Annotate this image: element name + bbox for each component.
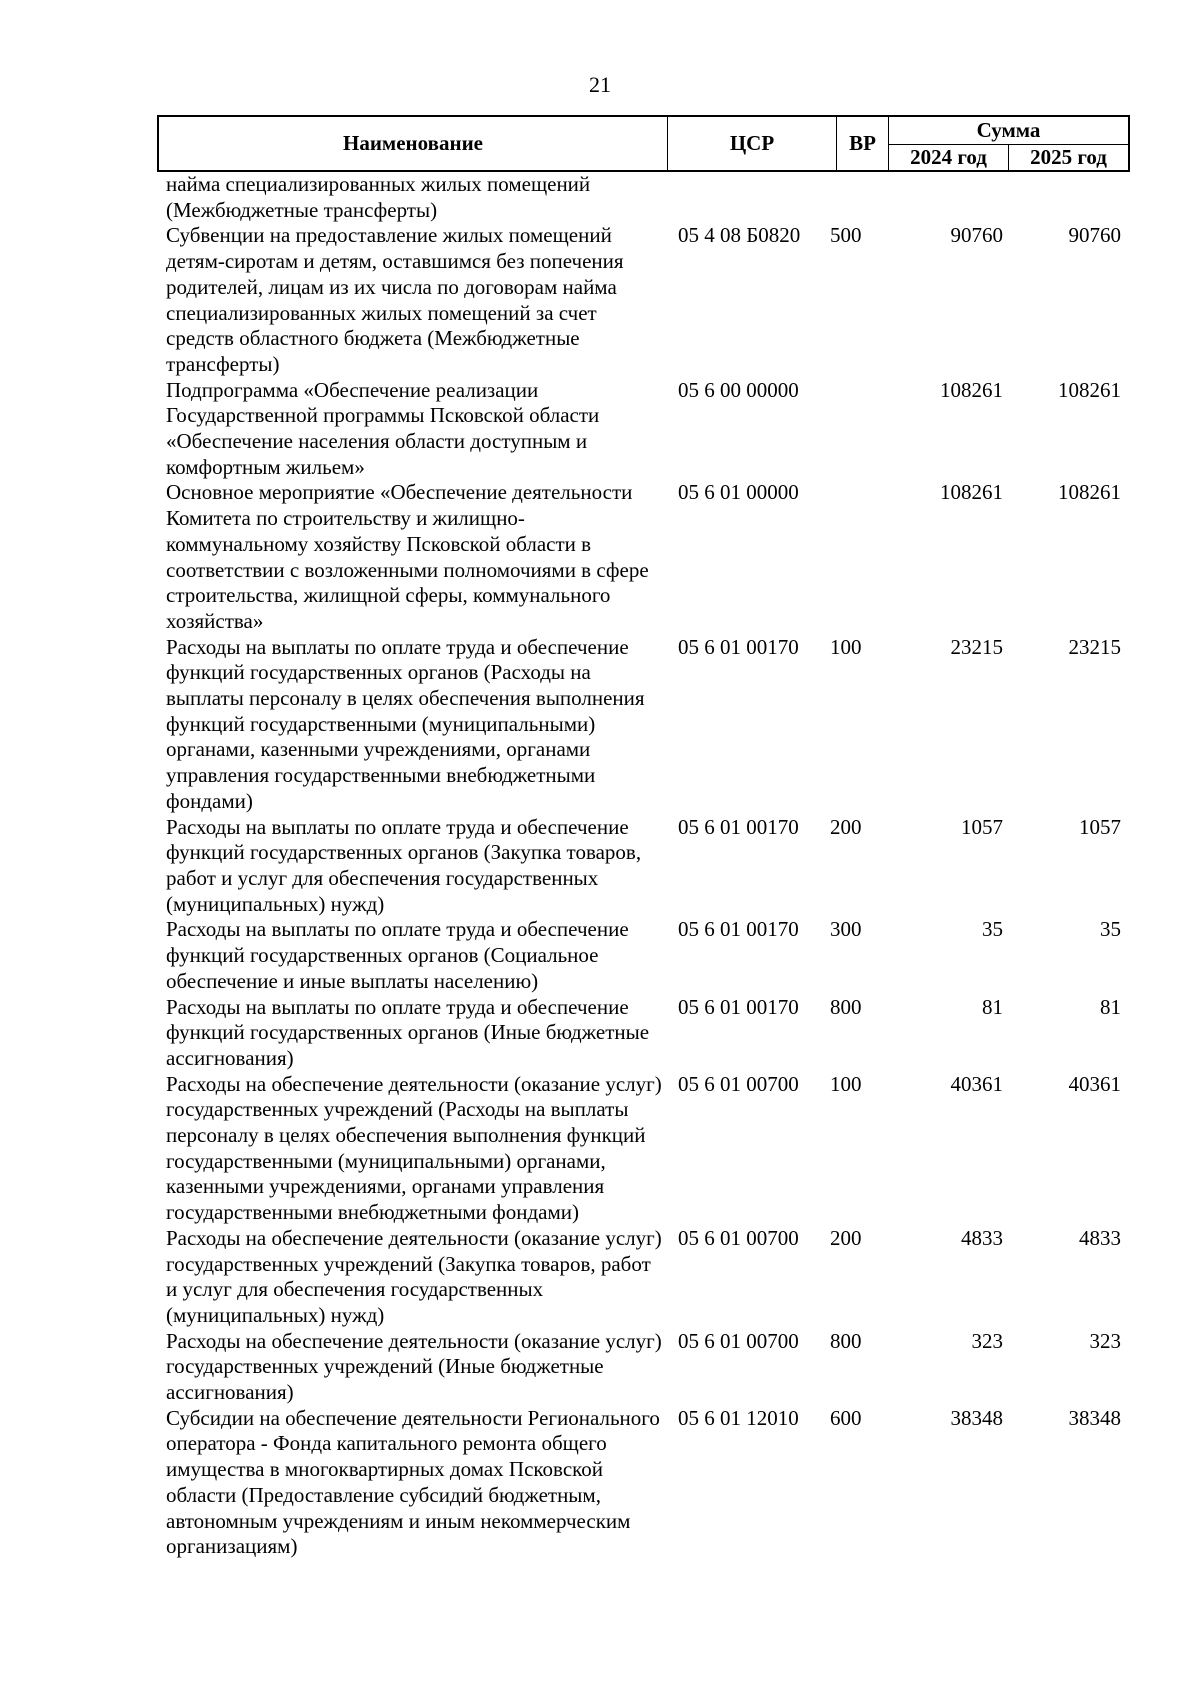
row-2025: 4833: [1079, 1225, 1121, 1250]
row-vr: 100: [830, 634, 862, 659]
row-2024: 108261: [940, 480, 1003, 505]
row-name: Расходы на обеспечение деятельности (оказание услуг) государственных учреждений (Закупка товаров, работ и услуг для обеспечения государственных (муниципальных) нужд): [166, 1225, 662, 1327]
row-2024: 40361: [950, 1071, 1003, 1096]
row-2025: 323: [1089, 1328, 1121, 1353]
row-2025: [1003, 172, 1121, 223]
row-2025: 40361: [1068, 1071, 1121, 1096]
row-vr: [820, 378, 880, 481]
header-vr: ВР: [837, 117, 889, 170]
row-vr: 800: [830, 1328, 862, 1353]
header-name: Наименование: [159, 117, 668, 170]
row-csr: 05 6 00 00000: [678, 377, 799, 402]
header-sum-group: [889, 117, 1128, 170]
table-row: [157, 1072, 1130, 1226]
row-csr: 05 6 01 00000: [678, 480, 799, 505]
table-row: [157, 223, 1130, 377]
row-vr: 200: [830, 1225, 862, 1250]
table-row: [157, 378, 1130, 481]
row-name: Основное мероприятие «Обеспечение деятельности Комитета по строительству и жилищно-коммунальному хозяйству Псковской области в соответствии с возложенными полномочиями в сфере строительства, жилищной сферы, коммунального хозяйства»: [166, 480, 649, 633]
row-2025: 81: [1100, 994, 1121, 1019]
header-year-2024: 2024 год: [889, 145, 1009, 170]
header-csr: ЦСР: [668, 117, 837, 170]
row-name: Расходы на обеспечение деятельности (оказание услуг) государственных учреждений (Расходы на выплаты персоналу в целях обеспечения выполнения функций государственными (муниципальными) органами, казенными учреждениями, органами управления государственными внебюджетными фондами): [166, 1071, 662, 1225]
row-csr: 05 4 08 Б0820: [678, 223, 801, 248]
table-row: [157, 172, 1130, 223]
row-2024: 108261: [940, 377, 1003, 402]
table-row: [157, 995, 1130, 1072]
page-number: 21: [589, 72, 611, 97]
row-vr: 800: [830, 994, 862, 1019]
row-name: Расходы на обеспечение деятельности (оказание услуг) государственных учреждений (Иные бюджетные ассигнования): [166, 1328, 662, 1405]
table-row: [157, 1329, 1130, 1406]
row-2025: 23215: [1068, 634, 1121, 659]
row-2025: 90760: [1068, 223, 1121, 248]
row-vr: 200: [830, 814, 862, 839]
row-name: Расходы на выплаты по оплате труда и обеспечение функций государственных органов (Социальное обеспечение и иные выплаты населению): [166, 917, 629, 993]
row-2024: 23215: [950, 634, 1003, 659]
row-csr: 05 6 01 00700: [678, 1328, 799, 1353]
row-csr: 05 6 01 12010: [678, 1405, 799, 1430]
row-csr: 05 6 01 00170: [678, 917, 799, 942]
row-2025: 35: [1100, 917, 1121, 942]
row-name: Расходы на выплаты по оплате труда и обеспечение функций государственных органов (Закупка товаров, работ и услуг для обеспечения государственных (муниципальных) нужд): [166, 814, 642, 916]
row-2025: 108261: [1058, 377, 1121, 402]
row-2024: 35: [982, 917, 1003, 942]
row-csr: 05 6 01 00700: [678, 1225, 799, 1250]
row-name: Субсидии на обеспечение деятельности Регионального оператора - Фонда капитального ремонта общего имущества в многоквартирных домах Псковской области (Предоставление субсидий бюджетным, автономным учреждениям и иным некоммерческим организациям): [166, 1405, 660, 1559]
table-header: [157, 115, 1130, 172]
row-name: Расходы на выплаты по оплате труда и обеспечение функций государственных органов (Расходы на выплаты персоналу в целях обеспечения выполнения функций государственными (муниципальными) органами, казенными учреждениями, органами управления государственными внебюджетными фондами): [166, 634, 645, 813]
row-2024: [880, 172, 1003, 223]
table-body: [157, 172, 1130, 1560]
row-csr: 05 6 01 00700: [678, 1071, 799, 1096]
row-2024: 90760: [950, 223, 1003, 248]
table-row: [157, 635, 1130, 815]
row-vr: [820, 172, 880, 223]
row-vr: 100: [830, 1071, 862, 1096]
row-2025: 38348: [1068, 1405, 1121, 1430]
row-2024: 38348: [950, 1405, 1003, 1430]
row-vr: [820, 480, 880, 634]
row-vr: 600: [830, 1405, 862, 1430]
row-name: Расходы на выплаты по оплате труда и обеспечение функций государственных органов (Иные бюджетные ассигнования): [166, 994, 650, 1070]
row-2025: 1057: [1079, 814, 1121, 839]
row-csr: 05 6 01 00170: [678, 994, 799, 1019]
table-row: [157, 815, 1130, 918]
table-row: [157, 1406, 1130, 1560]
row-2025: 108261: [1058, 480, 1121, 505]
header-year-2025: 2025 год: [1030, 145, 1107, 169]
row-2024: 81: [982, 994, 1003, 1019]
row-2024: 323: [971, 1328, 1003, 1353]
row-name: Подпрограмма «Обеспечение реализации Государственной программы Псковской области «Обеспечение населения области доступным и комфортным жильем»: [166, 377, 600, 479]
budget-table: [157, 115, 1130, 1560]
row-name: найма специализированных жилых помещений (Межбюджетные трансферты): [166, 172, 591, 222]
row-vr: 500: [830, 223, 862, 248]
row-csr: 05 6 01 00170: [678, 634, 799, 659]
row-2024: 1057: [961, 814, 1003, 839]
row-name: Субвенции на предоставление жилых помещений детям-сиротам и детям, оставшимся без попечения родителей, лицам из их числа по договорам найма специализированных жилых помещений за счет средств областного бюджета (Межбюджетные трансферты): [166, 223, 624, 376]
table-row: [157, 917, 1130, 994]
row-csr: 05 6 01 00170: [678, 814, 799, 839]
table-row: [157, 1226, 1130, 1329]
header-sum: Сумма: [889, 117, 1128, 145]
row-vr: 300: [830, 917, 862, 942]
row-csr: [666, 172, 820, 223]
table-row: [157, 480, 1130, 634]
row-2024: 4833: [961, 1225, 1003, 1250]
